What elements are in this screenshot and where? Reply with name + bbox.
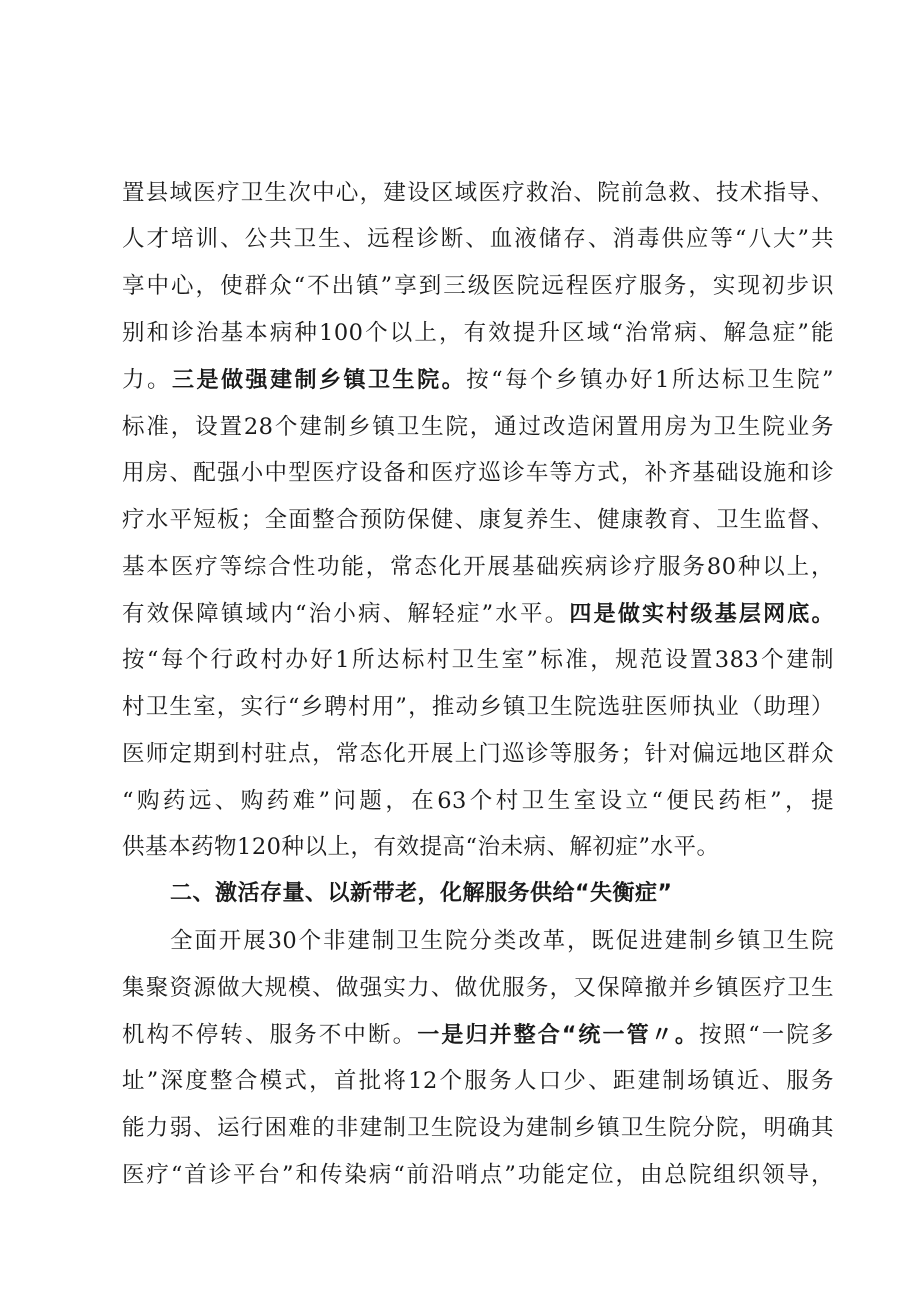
bold-point-one: 一是归并整合“统一管〃。 xyxy=(417,1023,699,1048)
paragraph-line: 标准，设置28个建制乡镇卫生院，通过改造闲置用房为卫生院业务 xyxy=(122,414,834,440)
bold-point-four: 四是做实村级基层网底。 xyxy=(569,602,834,627)
paragraph-line: 别和诊治基本病种100个以上，有效提升区域“治常病、解急症”能 xyxy=(122,320,834,346)
paragraph-line: “购药远、购药难”问题，在63个村卫生室设立“便民药柜”，提 xyxy=(122,788,834,814)
text-run: 力。 xyxy=(122,367,173,393)
paragraph-line: 医疗“首诊平台”和传染病“前沿哨点”功能定位，由总院组织领导， xyxy=(122,1162,834,1188)
paragraph-line: 按“每个行政村办好1所达标村卫生室”标准，规范设置383个建制 xyxy=(122,647,834,673)
paragraph-line: 疗水平短板；全面整合预防保健、康复养生、健康教育、卫生监督、 xyxy=(122,507,834,533)
paragraph-line: 置县域医疗卫生次中心，建设区域医疗救治、院前急救、技术指导、 xyxy=(122,180,834,206)
paragraph-line xyxy=(122,594,834,634)
bold-point-three: 三是做强建制乡镇卫生院。 xyxy=(172,368,467,393)
paragraph-line xyxy=(122,1015,834,1055)
paragraph-line: 基本医疗等综合性功能，常态化开展基础疾病诊疗服务80种以上， xyxy=(122,554,834,580)
paragraph-line: 址”深度整合模式，首批将12个服务人口少、距建制场镇近、服务 xyxy=(122,1068,834,1094)
paragraph-line: 人才培训、公共卫生、远程诊断、血液储存、消毒供应等“八大”共 xyxy=(122,226,834,252)
paragraph-line: 供基本药物120种以上，有效提高“治未病、解初症”水平。 xyxy=(122,834,720,860)
paragraph-line xyxy=(122,360,834,400)
text-run: 按“每个乡镇办好1所达标卫生院” xyxy=(466,367,834,393)
paragraph-line: 享中心，使群众“不出镇”享到三级医院远程医疗服务，实现初步识 xyxy=(122,273,834,299)
paragraph-line: 集聚资源做大规模、做强实力、做优服务，又保障撤并乡镇医疗卫生 xyxy=(122,975,834,1001)
text-run: 有效保障镇域内“治小病、解轻症”水平。 xyxy=(122,601,570,627)
text-run: 按照“一院多 xyxy=(698,1022,834,1048)
paragraph-line: 能力弱、运行困难的非建制卫生院设为建制乡镇卫生院分院，明确其 xyxy=(122,1115,834,1141)
text-run: 机构不停转、服务不中断。 xyxy=(122,1022,418,1048)
paragraph-line: 村卫生室，实行“乡聘村用”，推动乡镇卫生院选驻医师执业（助理） xyxy=(122,694,834,720)
paragraph-line: 医师定期到村驻点，常态化开展上门巡诊等服务；针对偏远地区群众 xyxy=(122,741,834,767)
paragraph-line: 用房、配强小中型医疗设备和医疗巡诊车等方式，补齐基础设施和诊 xyxy=(122,460,834,486)
section-heading: 二、激活存量、以新带老，化解服务供给“失衡症” xyxy=(170,881,673,906)
paragraph-line: 全面开展30个非建制卫生院分类改革，既促进建制乡镇卫生院 xyxy=(170,928,834,954)
